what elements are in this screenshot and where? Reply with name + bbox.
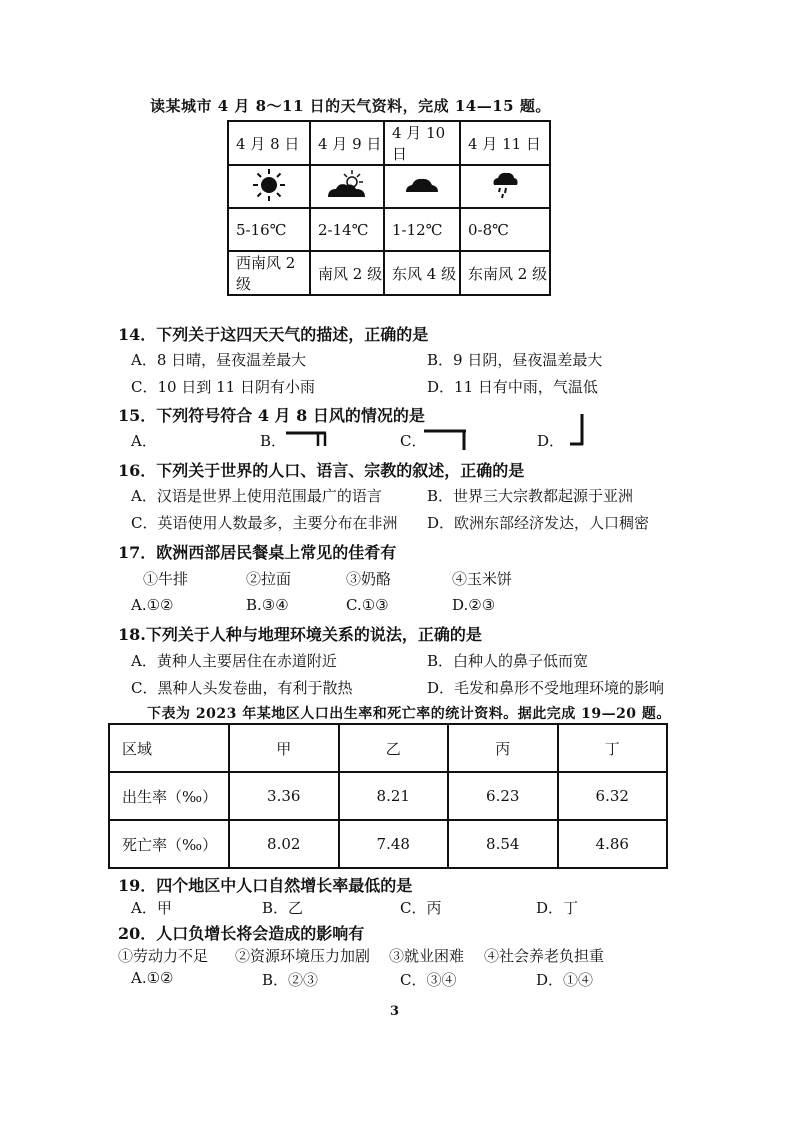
- q20-item-1: ①劳动力不足: [118, 947, 209, 965]
- temp-cell: 5-16℃: [228, 208, 310, 251]
- death-rate-label: 死亡率（‰）: [109, 820, 229, 868]
- q15-option-a: A．: [131, 432, 157, 450]
- page-number: 3: [390, 1004, 400, 1019]
- weather-icon-cell: [228, 165, 310, 208]
- death-rate-cell: 4.86: [558, 820, 668, 868]
- q17-item-4: ④玉米饼: [452, 570, 513, 588]
- q18-option-c: C．黑种人头发卷曲，有利于散热: [131, 679, 353, 697]
- q16-option-b: B．世界三大宗教都起源于亚洲: [427, 487, 634, 505]
- temp-cell: 1-12℃: [384, 208, 460, 251]
- q20-option-d: D．①④: [536, 971, 594, 989]
- q15-option-b: B．: [260, 432, 287, 450]
- q18-option-a: A．黄种人主要居住在赤道附近: [131, 652, 337, 670]
- q18-option-b: B．白种人的鼻子低而宽: [427, 652, 589, 670]
- q17-item-3: ③奶酪: [346, 570, 392, 588]
- header-cell: 甲: [229, 724, 339, 772]
- weather-table: [227, 120, 551, 296]
- q15-stem: 15．下列符号符合 4 月 8 日风的情况的是: [118, 406, 425, 425]
- q16-option-c: C．英语使用人数最多，主要分布在非洲: [131, 514, 398, 532]
- q14-option-d: D．11 日有中雨，气温低: [427, 378, 598, 396]
- birth-rate-label: 出生率（‰）: [109, 772, 229, 820]
- q15-option-d: D．: [537, 432, 565, 450]
- date-cell: 4 月 9 日: [310, 121, 384, 165]
- cloudy-icon: [402, 170, 442, 200]
- q14-stem: 14．下列关于这四天天气的描述，正确的是: [118, 325, 429, 344]
- q17-option-b: B.③④: [246, 596, 289, 614]
- q19-stem: 19．四个地区中人口自然增长率最低的是: [118, 876, 413, 895]
- q14-option-c: C．10 日到 11 日阴有小雨: [131, 378, 315, 396]
- birth-rate-cell: 6.23: [448, 772, 558, 820]
- wind-symbol-c-icon: [422, 428, 468, 452]
- death-rate-cell: 8.02: [229, 820, 339, 868]
- temp-cell: 2-14℃: [310, 208, 384, 251]
- q14-option-a: A．8 日晴，昼夜温差最大: [131, 351, 307, 369]
- q17-item-1: ①牛排: [143, 570, 189, 588]
- weather-intro: 读某城市 4 月 8～11 日的天气资料，完成 14—15 题。: [150, 97, 551, 115]
- q20-option-c: C．③④: [400, 971, 457, 989]
- death-rate-cell: 7.48: [339, 820, 449, 868]
- wind-cell: 西南风 2 级: [228, 251, 310, 295]
- q19-option-b: B．乙: [262, 899, 304, 917]
- weather-icon-cell: [384, 165, 460, 208]
- weather-icon-cell: [460, 165, 550, 208]
- header-cell: 乙: [339, 724, 449, 772]
- sunny-icon: [251, 167, 287, 203]
- q15-option-c: C．: [400, 432, 427, 450]
- q20-option-b: B．②③: [262, 971, 319, 989]
- q17-stem: 17．欧洲西部居民餐桌上常见的佳肴有: [118, 543, 397, 562]
- q20-option-a: A.①②: [131, 969, 174, 987]
- birth-rate-cell: 8.21: [339, 772, 449, 820]
- wind-cell: 东风 4 级: [384, 251, 460, 295]
- q16-option-d: D．欧洲东部经济发达，人口稠密: [427, 514, 650, 532]
- population-table: [108, 723, 668, 869]
- date-cell: 4 月 11 日: [460, 121, 550, 165]
- q14-option-b: B．9 日阴，昼夜温差最大: [427, 351, 603, 369]
- wind-symbol-d-icon: [566, 412, 588, 448]
- wind-cell: 南风 2 级: [310, 251, 384, 295]
- date-cell: 4 月 8 日: [228, 121, 310, 165]
- q16-stem: 16．下列关于世界的人口、语言、宗教的叙述，正确的是: [118, 461, 525, 480]
- q20-stem: 20．人口负增长将会造成的影响有: [118, 924, 365, 943]
- partly-cloudy-icon: [325, 167, 369, 203]
- q20-item-3: ③就业困难: [389, 947, 465, 965]
- q20-item-4: ④社会养老负担重: [484, 947, 605, 965]
- q17-option-c: C.①③: [346, 596, 389, 614]
- q16-option-a: A．汉语是世界上使用范围最广的语言: [131, 487, 382, 505]
- wind-cell: 东南风 2 级: [460, 251, 550, 295]
- population-intro: 下表为 2023 年某地区人口出生率和死亡率的统计资料。据此完成 19—20 题。: [147, 706, 671, 722]
- q19-option-c: C．丙: [400, 899, 442, 917]
- q17-option-d: D.②③: [452, 596, 496, 614]
- birth-rate-cell: 6.32: [558, 772, 668, 820]
- q19-option-d: D．丁: [536, 899, 579, 917]
- header-cell: 区域: [109, 724, 229, 772]
- q18-stem: 18.下列关于人种与地理环境关系的说法，正确的是: [118, 625, 482, 644]
- q17-option-a: A.①②: [131, 596, 174, 614]
- header-cell: 丙: [448, 724, 558, 772]
- q19-option-a: A．甲: [131, 899, 172, 917]
- weather-icon-cell: [310, 165, 384, 208]
- date-cell: 4 月 10 日: [384, 121, 460, 165]
- header-cell: 丁: [558, 724, 668, 772]
- q17-item-2: ②拉面: [246, 570, 292, 588]
- rain-icon: [488, 168, 522, 202]
- q20-item-2: ②资源环境压力加剧: [235, 947, 371, 965]
- birth-rate-cell: 3.36: [229, 772, 339, 820]
- death-rate-cell: 8.54: [448, 820, 558, 868]
- q18-option-d: D．毛发和鼻形不受地理环境的影响: [427, 679, 665, 697]
- temp-cell: 0-8℃: [460, 208, 550, 251]
- wind-symbol-b-icon: [284, 430, 330, 448]
